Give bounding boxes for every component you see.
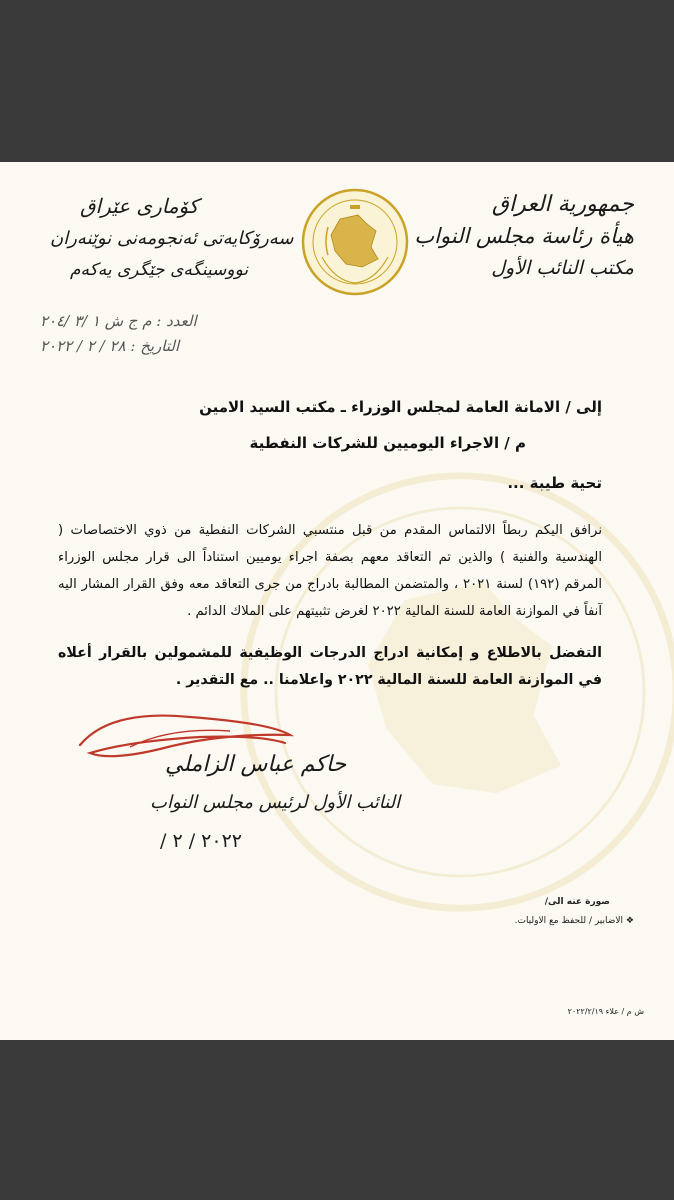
header-left-line-2: سەرۆکایەتی ئەنجومەنی نوێنەران xyxy=(50,228,294,249)
signatory-name: حاكم عباس الزاملي xyxy=(165,752,347,777)
recipient-line: إلى / الامانة العامة لمجلس الوزراء ـ مكتب السيد الامين xyxy=(199,398,602,416)
request-paragraph: التفضل بالاطلاع و إمكانية ادراج الدرجات الوظيفية للمشمولين بالقرار أعلاه في الموازنة العامة للسنة المالية ٢٠٢٢ واعلامنا .. مع التقدير . xyxy=(58,645,602,688)
bullet-icon: ❖ xyxy=(625,916,634,926)
reference-number: العدد : م ج ش ١ /٣ /٢٠٤ xyxy=(40,312,197,330)
header-left-line-1: كۆماری عێراق xyxy=(80,194,199,218)
parliament-seal-icon xyxy=(300,187,410,297)
letter-page xyxy=(0,162,674,1040)
greeting: تحية طيبة ... xyxy=(507,474,602,492)
subject-line: م / الاجراء اليوميين للشركات النفطية xyxy=(249,434,526,452)
top-dark-band xyxy=(0,0,674,162)
body-paragraph: نرافق اليكم ربطاً الالتماس المقدم من قبل منتسبي الشركات النفطية من ذوي الاختصاصات ( الهندسية والفنية ) والذين تم التعاقد معهم بصفة اجراء يوميين استناداً الى قرار مجلس الوزراء المرقم (١٩٢) لسنة ٢٠٢١ ، والمتضمن المطالبة بادراج من جرى التعاقد معه وفق القرار المشار اليه آنفاً في الموازنة العامة للسنة المالية ٢٠٢٢ لغرض تثبيتهم على الملاك الدائم . xyxy=(58,523,602,619)
bottom-dark-band xyxy=(0,1040,674,1200)
header-right-line-2: هيأة رئاسة مجلس النواب xyxy=(414,224,634,248)
copy-to-item xyxy=(515,916,634,926)
header-right-line-1: جمهورية العراق xyxy=(491,192,634,217)
reference-date: التاريخ : ٢٨ / ٢ / ٢٠٢٢ xyxy=(40,337,180,355)
footer-code: ش م / علاء ٢٠٢٢/٢/١٩ xyxy=(567,1007,644,1016)
signatory-title: النائب الأول لرئيس مجلس النواب xyxy=(150,792,401,813)
copy-to-label: صورة عنه الى/ xyxy=(544,897,610,907)
copy-to-item-text: الاضابير / للحفظ مع الاوليات. xyxy=(514,916,624,926)
header-left-line-3: نووسینگەی جێگری یەکەم xyxy=(70,260,249,280)
header-right-line-3: مكتب النائب الأول xyxy=(491,257,634,279)
signature-date: ٢٠٢٢ / ٢ / xyxy=(160,830,242,852)
